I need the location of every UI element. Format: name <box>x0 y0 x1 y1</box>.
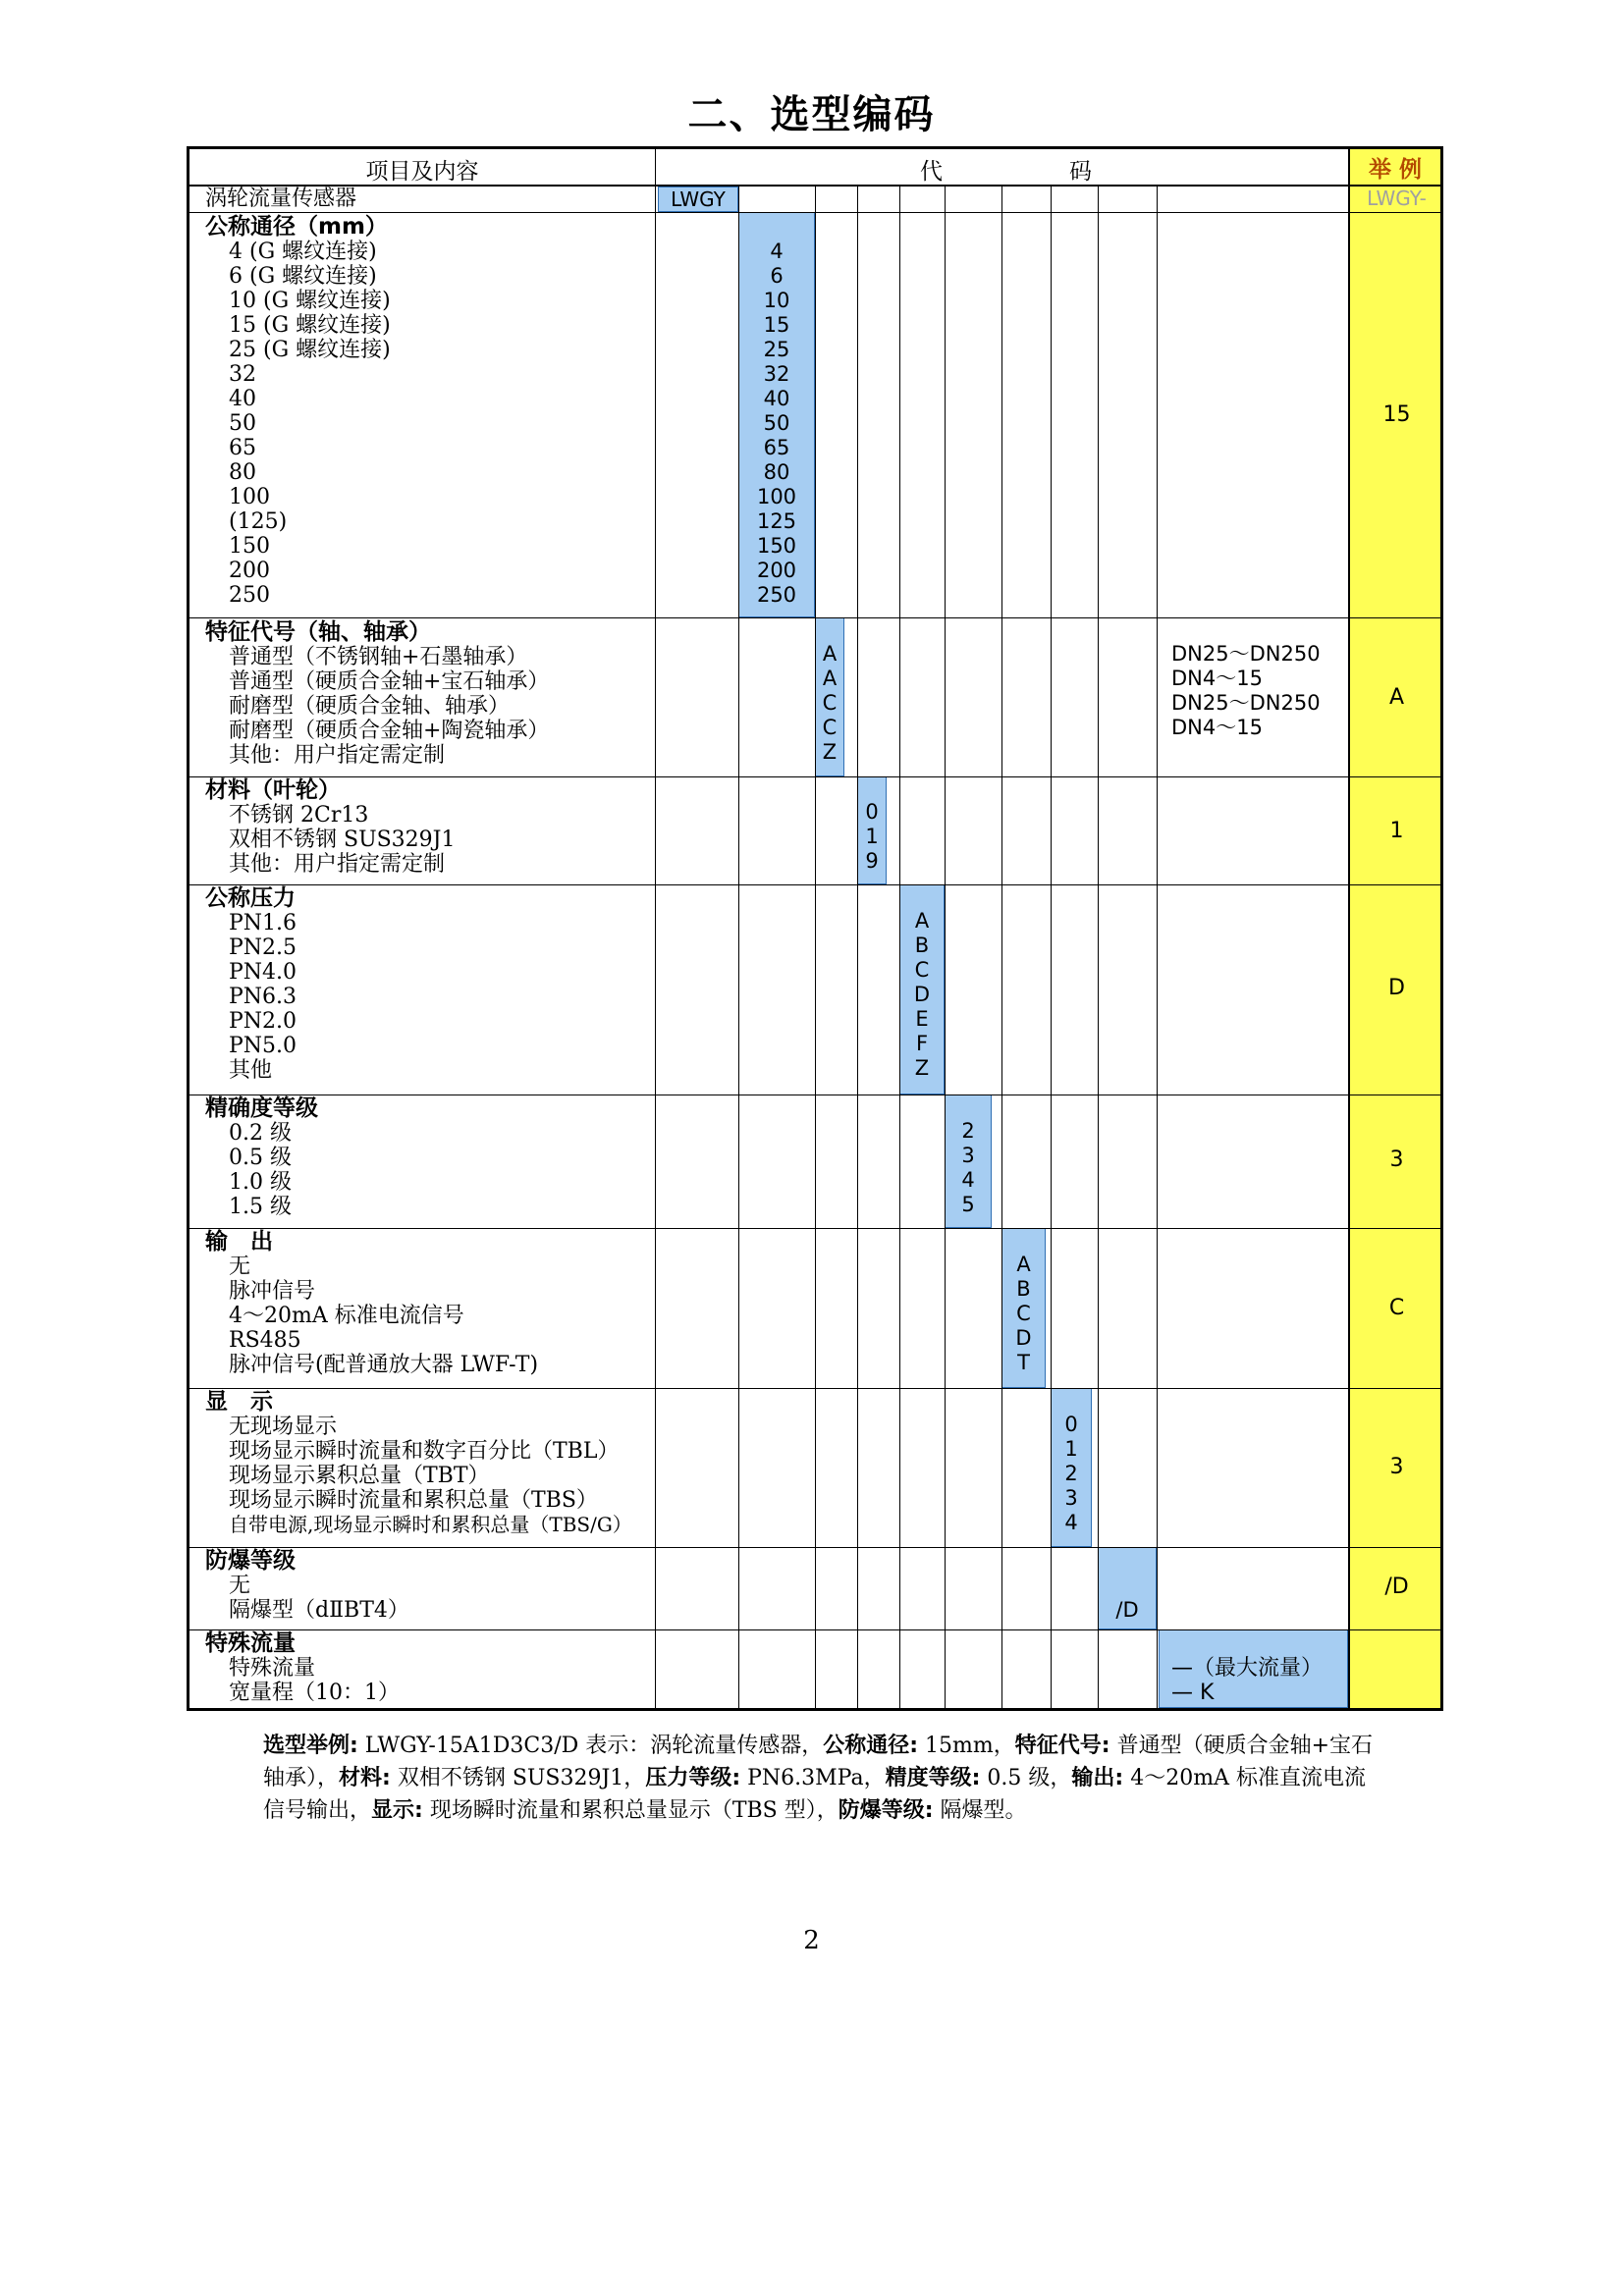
desc-label-explosion: 防爆等级: <box>838 1798 934 1823</box>
list-item: 现场显示累积总量（TBT） <box>229 1464 490 1488</box>
list-item: 1.0 级 <box>229 1170 292 1195</box>
code-value: A <box>1016 1253 1031 1276</box>
list-item: 10 (G 螺纹连接) <box>229 289 391 313</box>
code-value: Z <box>822 740 838 764</box>
code-value: D <box>913 983 931 1006</box>
code-value: 25 <box>763 338 790 361</box>
header-code-2: 码 <box>1069 159 1092 185</box>
code-value: 9 <box>865 849 879 873</box>
list-item: PN2.5 <box>229 935 298 960</box>
page-title: 二、选型编码 <box>687 92 936 137</box>
list-item: PN4.0 <box>229 960 298 985</box>
list-item: 普通型（不锈钢轴+石墨轴承） <box>229 645 528 669</box>
section-title-pressure: 公称压力 <box>205 885 296 911</box>
list-item: 脉冲信号 <box>229 1279 316 1304</box>
list-item: 200 <box>229 559 270 583</box>
example-display: 3 <box>1389 1455 1404 1479</box>
code-value: 1 <box>865 825 879 848</box>
code-value: 250 <box>756 583 797 607</box>
list-item: 32 <box>229 362 256 387</box>
desc-label-output: 输出: <box>1071 1766 1124 1790</box>
example-accuracy: 3 <box>1389 1148 1404 1172</box>
list-item: 100 <box>229 485 270 509</box>
code-value: 150 <box>756 534 797 558</box>
explosion-code: /D <box>1115 1598 1139 1622</box>
header-code-1: 代 <box>920 159 943 185</box>
list-item: 0.5 级 <box>229 1146 292 1170</box>
list-item: 普通型（硬质合金轴+宝石轴承） <box>229 669 550 694</box>
list-item: 双相不锈钢 SUS329J1 <box>229 828 456 852</box>
list-item: 脉冲信号(配普通放大器 LWF-T) <box>229 1353 539 1377</box>
section-title-diameter: 公称通径（mm） <box>205 214 388 240</box>
code-value: Z <box>914 1056 930 1080</box>
list-item: RS485 <box>229 1328 301 1353</box>
list-item: 250 <box>229 583 270 608</box>
code-value: 125 <box>756 509 797 533</box>
list-item: PN1.6 <box>229 911 298 935</box>
example-explosion: /D <box>1384 1575 1409 1599</box>
code-value: E <box>915 1007 929 1031</box>
list-item: PN2.0 <box>229 1009 298 1034</box>
list-item: 0.2 级 <box>229 1121 292 1146</box>
desc-text: LWGY-15A1D3C3/D 表示：涡轮流量传感器， <box>357 1734 824 1758</box>
code-value: 200 <box>756 559 797 582</box>
list-item: 其他：用户指定需定制 <box>229 852 446 877</box>
code-value: A <box>822 642 838 666</box>
feature-note: DN4～15 <box>1171 716 1263 739</box>
list-item: 隔爆型（dⅡBT4） <box>229 1598 409 1623</box>
list-item: 15 (G 螺纹连接) <box>229 313 391 338</box>
code-value: A <box>822 667 838 690</box>
section-title-feature: 特征代号（轴、轴承） <box>205 619 431 645</box>
example-diameter: 15 <box>1382 402 1411 427</box>
code-value: 100 <box>756 485 797 508</box>
list-item: 25 (G 螺纹连接) <box>229 338 391 362</box>
desc-label-display: 显示: <box>371 1798 423 1823</box>
code-value: 6 <box>770 264 784 288</box>
code-value: B <box>914 934 930 957</box>
list-item: 50 <box>229 411 256 436</box>
code-value: C <box>822 716 838 739</box>
code-value: 10 <box>763 289 790 312</box>
code-value: 0 <box>865 800 879 824</box>
desc-text: 隔爆型。 <box>933 1798 1027 1823</box>
code-value: C <box>914 958 930 982</box>
list-item: 耐磨型（硬质合金轴+陶瓷轴承） <box>229 719 550 743</box>
special-note: —（最大流量） <box>1171 1656 1324 1681</box>
list-item: 40 <box>229 387 256 411</box>
list-item: 现场显示瞬时流量和数字百分比（TBL） <box>229 1439 620 1464</box>
list-item: 无现场显示 <box>229 1415 338 1439</box>
desc-label-material: 材料: <box>339 1766 391 1790</box>
feature-note: DN25～DN250 <box>1171 642 1321 666</box>
desc-label-accuracy: 精度等级: <box>885 1766 981 1790</box>
code-value: 1 <box>1064 1437 1078 1461</box>
code-value: 32 <box>763 362 790 386</box>
section-title-accuracy: 精确度等级 <box>205 1095 318 1121</box>
code-value: 3 <box>1064 1486 1078 1510</box>
special-note: — K <box>1171 1681 1215 1705</box>
code-value: 4 <box>1064 1511 1078 1534</box>
code-value: T <box>1017 1351 1030 1374</box>
feature-note: DN4～15 <box>1171 667 1263 690</box>
desc-text: 4～20mA 标准直流电流信号输出， <box>263 1766 1366 1823</box>
sensor-example: LWGY- <box>1367 187 1427 210</box>
list-item: 现场显示瞬时流量和累积总量（TBS） <box>229 1488 598 1513</box>
code-value: 4 <box>961 1168 975 1192</box>
list-item: 其他 <box>229 1058 273 1083</box>
section-title-material: 材料（叶轮） <box>205 777 341 803</box>
section-title-display: 显 示 <box>205 1389 273 1415</box>
list-item: 65 <box>229 436 256 460</box>
list-item: 无 <box>229 1574 251 1598</box>
section-title-explosion: 防爆等级 <box>205 1548 296 1574</box>
desc-text: 15mm， <box>918 1734 1015 1758</box>
list-item: 4 (G 螺纹连接) <box>229 240 377 264</box>
example-feature: A <box>1388 685 1405 710</box>
section-title-output: 输 出 <box>205 1229 273 1255</box>
list-item: 其他：用户指定需定制 <box>229 743 446 768</box>
sensor-label: 涡轮流量传感器 <box>205 187 357 211</box>
list-item: 6 (G 螺纹连接) <box>229 264 377 289</box>
selection-example-description <box>263 1730 1373 1827</box>
feature-note: DN25～DN250 <box>1171 691 1321 715</box>
desc-label-feature: 特征代号: <box>1014 1734 1110 1758</box>
desc-text: PN6.3MPa， <box>740 1766 886 1790</box>
list-item: 自带电源,现场显示瞬时和累积总量（TBS/G） <box>229 1513 632 1536</box>
list-item: 不锈钢 2Cr13 <box>229 803 369 828</box>
code-value: 0 <box>1064 1413 1078 1436</box>
code-value: 5 <box>961 1193 975 1216</box>
code-value: F <box>915 1032 929 1055</box>
list-item: 80 <box>229 460 256 485</box>
example-material: 1 <box>1389 819 1404 843</box>
code-value: 4 <box>770 240 784 263</box>
code-value: 80 <box>763 460 790 484</box>
desc-text: 现场瞬时流量和累积总量显示（TBS 型）， <box>422 1798 839 1823</box>
code-value: C <box>1016 1302 1031 1325</box>
code-value: 65 <box>763 436 790 459</box>
selection-code-table <box>187 146 1443 1711</box>
code-value: B <box>1016 1277 1031 1301</box>
code-value: 15 <box>763 313 790 337</box>
list-item: PN6.3 <box>229 985 298 1009</box>
code-value: 2 <box>961 1119 975 1143</box>
list-item: 4～20mA 标准电流信号 <box>229 1304 464 1328</box>
list-item: (125) <box>229 509 288 534</box>
code-value: 3 <box>961 1144 975 1167</box>
desc-label-pressure: 压力等级: <box>645 1766 741 1790</box>
example-pressure: D <box>1388 976 1405 1000</box>
desc-text: 双相不锈钢 SUS329J1， <box>390 1766 646 1790</box>
list-item: 特殊流量 <box>229 1656 316 1681</box>
code-value: D <box>1015 1326 1032 1350</box>
list-item: 宽量程（10：1） <box>229 1681 400 1705</box>
example-output: C <box>1388 1296 1405 1320</box>
desc-label-example: 选型举例: <box>263 1734 358 1758</box>
code-value: 50 <box>763 411 790 435</box>
list-item: 无 <box>229 1255 251 1279</box>
desc-text: 0.5 级， <box>980 1766 1072 1790</box>
code-value: 40 <box>763 387 790 410</box>
sensor-code: LWGY <box>671 187 726 211</box>
list-item: 耐磨型（硬质合金轴、轴承） <box>229 694 511 719</box>
desc-label-diam: 公称通径: <box>823 1734 919 1758</box>
code-value: A <box>914 909 930 933</box>
list-item: 1.5 级 <box>229 1195 292 1219</box>
page-number: 2 <box>803 1926 820 1955</box>
list-item: PN5.0 <box>229 1034 298 1058</box>
header-item: 项目及内容 <box>365 159 479 185</box>
list-item: 150 <box>229 534 270 559</box>
code-value: 2 <box>1064 1462 1078 1485</box>
code-value: C <box>822 691 838 715</box>
header-example: 举 例 <box>1368 157 1422 183</box>
desc-text: 普通型（硬质合金轴+宝石轴承）， <box>263 1734 1374 1790</box>
section-title-special: 特殊流量 <box>205 1630 296 1656</box>
